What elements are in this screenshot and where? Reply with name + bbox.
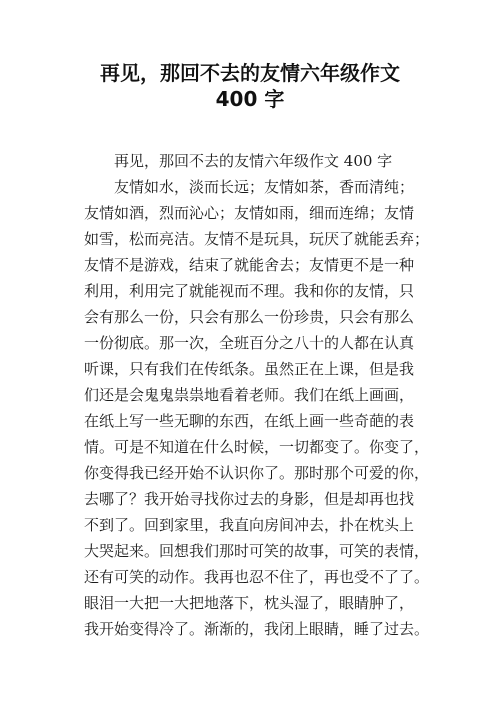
body-line: 如雪，松而亮洁。友情不是玩具，玩厌了就能丢弃； [84,230,430,248]
body-line: 一份彻底。那一次，全班百分之八十的人都在认真 [84,334,415,352]
body-line: 去哪了？我开始寻找你过去的身影，但是却再也找 [84,490,415,508]
body-line: 你变得我已经开始不认识你了。那时那个可爱的你， [84,464,430,482]
body-line: 友情不是游戏，结束了就能舍去；友情更不是一种 [84,256,415,274]
body-line: 眼泪一大把一大把地落下，枕头湿了，眼睛肿了， [84,594,415,612]
body-line: 在纸上写一些无聊的东西，在纸上画一些奇葩的表 [84,412,415,430]
title-line-2: 400 字 [215,87,285,111]
body-line: 听课，只有我们在传纸条。虽然正在上课，但是我 [84,360,415,378]
title-line-1: 再见，那回不去的友情六年级作文 [100,61,400,85]
body-line: 情。可是不知道在什么时候，一切都变了。你变了， [84,438,430,456]
body-line: 友情如酒，烈而沁心；友情如雨，细而连绵；友情 [84,204,415,222]
body-line: 们还是会鬼鬼祟祟地看着老师。我们在纸上画画， [84,386,415,404]
body-line: 我开始变得冷了。渐渐的，我闭上眼睛，睡了过去。 [84,620,430,638]
body-line: 会有那么一份，只会有那么一份珍贵，只会有那么 [84,308,415,326]
body-line: 大哭起来。回想我们那时可笑的故事，可笑的表情， [84,542,430,560]
body-line: 还有可笑的动作。我再也忍不住了，再也受不了了。 [84,568,430,586]
body-line: 友情如水，淡而长远；友情如茶，香而清纯； [114,178,415,196]
body-line: 不到了。回到家里，我直向房间冲去，扑在枕头上 [84,516,415,534]
document-title [56,0,444,112]
body-line: 再见，那回不去的友情六年级作文 400 字 [114,152,393,170]
document-body [84,148,444,642]
body-line: 利用，利用完了就能视而不理。我和你的友情，只 [84,282,415,300]
